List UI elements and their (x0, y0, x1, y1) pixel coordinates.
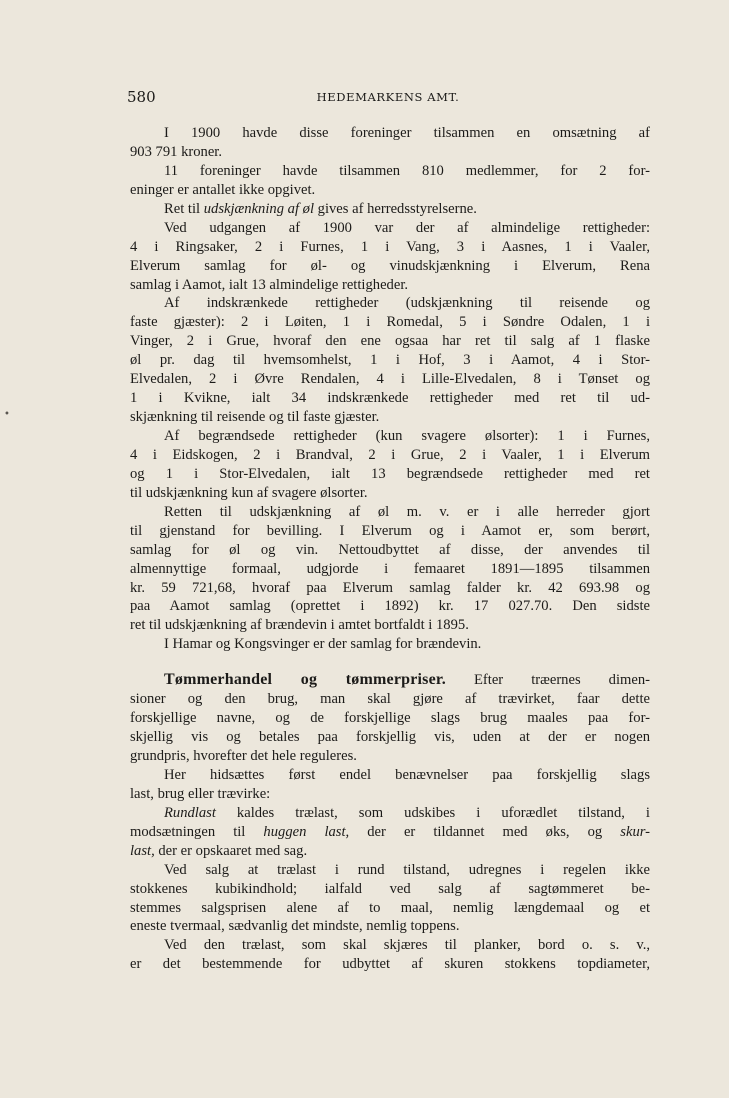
text-line: Her hidsættes først endel benævnelser paa forskjellig slags (164, 766, 650, 783)
italic-term: Rundlast (164, 804, 216, 821)
text-line (130, 823, 650, 842)
text-line: skjænkning til reisende og til faste gjæster. (130, 409, 380, 426)
text-line: og 1 i Stor-Elvedalen, ialt 13 begrændsede rettigheder med ret (130, 465, 650, 482)
text-line: til udskjænkning kun af svagere ølsorter. (130, 484, 368, 501)
text-line: eninger er antallet ikke opgivet. (130, 181, 316, 198)
italic-term: huggen last, (263, 823, 350, 840)
text-line (130, 200, 650, 219)
text-line: 4 i Ringsaker, 2 i Furnes, 1 i Vang, 3 i Aasnes, 1 i Vaaler, (130, 238, 650, 255)
text-line: Elvedalen, 2 i Øvre Rendalen, 4 i Lille-Elvedalen, 8 i Tønset og (130, 371, 650, 388)
text-line: eneste tvermaal, sædvanlig det mindste, nemlig toppens. (130, 918, 460, 935)
text-line: Af begrændsede rettigheder (kun svagere ølsorter): 1 i Furnes, (164, 428, 650, 444)
text-run: der er tildannet med øks, og (349, 823, 621, 840)
text-line: Ved udgangen af 1900 var der af almindelige rettigheder: (164, 219, 650, 236)
text-line: sioner og den brug, man skal gjøre af trævirket, faar dette (130, 691, 650, 708)
text-line: 903 791 kroner. (130, 143, 223, 160)
running-title: HEDEMARKENS AMT. (316, 90, 460, 104)
text-run: Ret til (164, 200, 204, 217)
text-line: skjellig vis og betales paa forskjellig vis, uden at der er nogen (130, 729, 650, 746)
italic-term: last, (130, 842, 155, 859)
text-line: forskjellige navne, og de forskjellige slags brug maales paa for- (130, 710, 650, 727)
text-line: paa Aamot samlag (oprettet i 1892) kr. 17 027.70. Den sidste (130, 598, 650, 615)
text-line: samlag for øl og vin. Nettoudbyttet af disse, der anvendes til (130, 541, 650, 558)
italic-term: udskjænkning af øl (203, 200, 314, 217)
text-line: ret til udskjænkning af brændevin i amtet bortfaldt i 1895. (130, 617, 469, 634)
text-line: Ved den trælast, som skal skjæres til planker, bord o. s. v., (164, 937, 650, 954)
text-line: Retten til udskjænkning af øl m. v. er i alle herreder gjort (164, 503, 650, 520)
text-line (130, 804, 650, 823)
text-run: der er opskaaret med sag. (154, 842, 308, 859)
section-heading: Tømmerhandel og tømmerpriser. (164, 671, 446, 689)
text-line: Vinger, 2 i Grue, hvoraf den ene ogsaa har ret til salg af 1 flaske (130, 333, 650, 350)
text-line: Ved salg at trælast i rund tilstand, udregnes i regelen ikke (164, 861, 650, 878)
text-line (130, 671, 650, 690)
section-gap (130, 654, 650, 671)
text-line: stemmes salgsprisen alene af to maal, nemlig længdemaal og et (130, 899, 650, 916)
text-run: Efter træernes dimen- (445, 672, 650, 689)
text-line: øl pr. dag til hvemsomhelst, 1 i Hof, 3 i Aamot, 4 i Stor- (130, 352, 650, 369)
text-line: grundpris, hvorefter det hele reguleres. (130, 748, 357, 764)
text-line: last, brug eller trævirke: (130, 785, 271, 802)
text-line: I Hamar og Kongsvinger er der samlag for brændevin. (164, 636, 482, 653)
text-line: 11 foreninger havde tilsammen 810 medlemmer, for 2 for- (164, 162, 650, 179)
text-run: kaldes trælast, som udskibes i uforædlet tilstand, i (215, 804, 650, 821)
text-line: Elverum samlag for øl- og vinudskjænkning i Elverum, Rena (130, 257, 650, 274)
text-line: almennyttige formaal, udgjorde i femaaret 1891—1895 tilsammen (130, 560, 650, 577)
text-line (130, 842, 650, 861)
text-line: 1 i Kvikne, ialt 34 indskrænkede rettigheder med ret til ud- (130, 390, 650, 407)
page-number: 580 (127, 88, 156, 106)
text-line: samlag i Aamot, ialt 13 almindelige rettigheder. (130, 276, 409, 293)
text-line: kr. 59 721,68, hvoraf paa Elverum samlag falder kr. 42 693.98 og (130, 579, 650, 596)
text-line: I 1900 havde disse foreninger tilsammen en omsætning af (164, 125, 650, 141)
text-run: gives af herredsstyrelserne. (314, 200, 477, 217)
text-line: faste gjæster): 2 i Løiten, 1 i Romedal, 5 i Søndre Odalen, 1 i (130, 314, 650, 331)
italic-term: skur- (620, 823, 650, 840)
page-header (127, 88, 649, 108)
margin-mark: • (4, 409, 10, 420)
text-line: Af indskrænkede rettigheder (udskjænkning til reisende og (164, 295, 650, 312)
text-line: til gjenstand for bevilling. I Elverum og i Aamot er, som berørt, (130, 522, 650, 539)
body-text (130, 124, 650, 974)
text-line: stokkenes kubikindhold; ialfald ved salg af sagtømmeret be- (130, 880, 650, 897)
text-line: 4 i Eidskogen, 2 i Brandval, 2 i Grue, 2 i Vaaler, 1 i Elverum (130, 446, 650, 463)
text-run: modsætningen til (130, 823, 264, 840)
text-line: er det bestemmende for udbyttet af skuren stokkens topdiameter, (130, 956, 650, 973)
